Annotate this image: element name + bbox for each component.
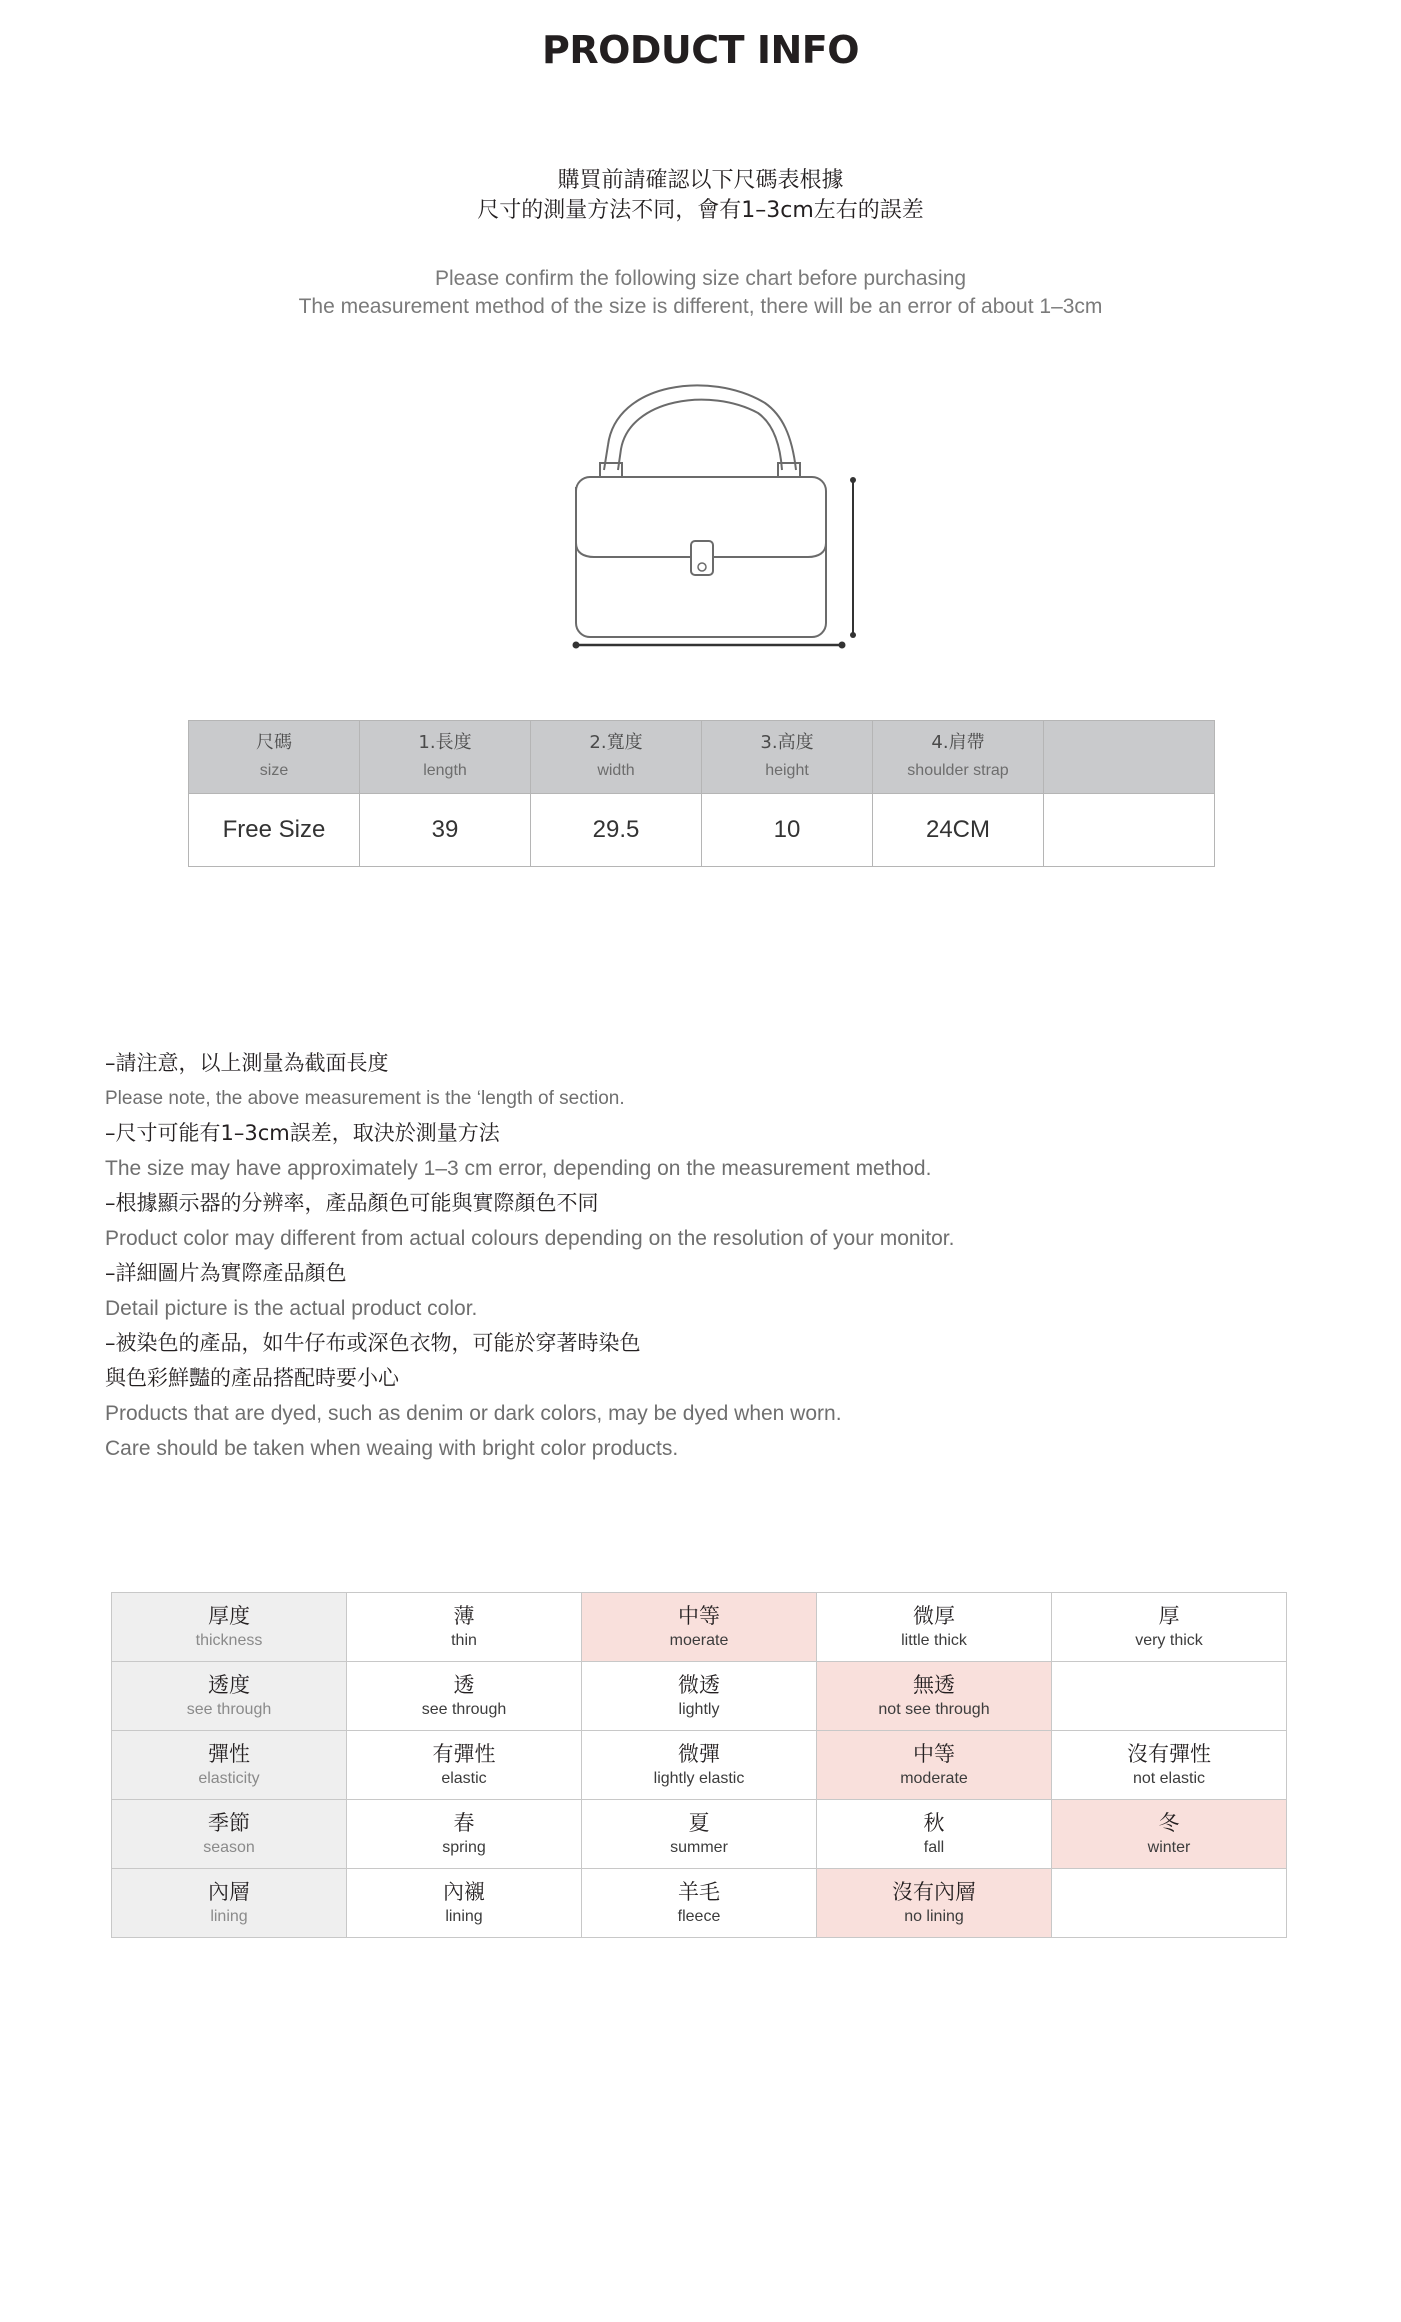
attribute-label-en: thickness xyxy=(195,1632,263,1649)
intro-en-line-1: Please confirm the following size chart before purchasing xyxy=(434,267,967,290)
size-header-cell: 尺碼 size xyxy=(189,721,360,794)
handbag-diagram-icon xyxy=(560,375,860,655)
option-zh: 厚 xyxy=(1158,1604,1180,1628)
attribute-label-en: elasticity xyxy=(198,1770,260,1787)
attribute-label-cell xyxy=(112,1800,347,1869)
option-en: moderate xyxy=(900,1770,968,1787)
attribute-option-selected xyxy=(817,1662,1052,1731)
height-header-cell: 3.高度 height xyxy=(702,721,873,794)
attribute-option xyxy=(347,1800,582,1869)
size-chart-header-row xyxy=(189,721,1215,794)
option-en: moerate xyxy=(669,1632,729,1649)
size-chart-table xyxy=(188,720,1215,867)
note-line: –尺寸可能有1–3cm誤差，取決於測量方法 xyxy=(105,1121,500,1145)
note-line: –根據顯示器的分辨率，產品顏色可能與實際顏色不同 xyxy=(105,1191,599,1215)
attribute-label-cell xyxy=(112,1593,347,1662)
attribute-option xyxy=(582,1869,817,1938)
note-line: Products that are dyed, such as denim or dark colors, may be dyed when worn. xyxy=(105,1402,842,1425)
note-line: 與色彩鮮豔的產品搭配時要小心 xyxy=(105,1366,399,1390)
option-en: not elastic xyxy=(1132,1770,1206,1787)
option-en: see through xyxy=(421,1701,507,1718)
attribute-label-cell xyxy=(112,1662,347,1731)
attribute-option xyxy=(1052,1662,1287,1731)
option-zh: 羊毛 xyxy=(678,1880,720,1904)
note-line: Please note, the above measurement is the ‘length of section. xyxy=(105,1088,625,1109)
attribute-row xyxy=(112,1800,1287,1869)
attribute-option xyxy=(582,1731,817,1800)
option-zh: 有彈性 xyxy=(432,1742,496,1766)
attribute-label-en: see through xyxy=(186,1701,272,1718)
attribute-option xyxy=(817,1593,1052,1662)
empty-value-cell xyxy=(1044,794,1215,867)
attribute-row xyxy=(112,1662,1287,1731)
option-zh: 春 xyxy=(453,1811,475,1835)
option-en: lightly elastic xyxy=(653,1770,745,1787)
attribute-row xyxy=(112,1731,1287,1800)
option-en: lightly xyxy=(678,1701,720,1718)
attribute-label-en: season xyxy=(203,1839,255,1856)
attribute-row xyxy=(112,1869,1287,1938)
length-value-cell: 39 xyxy=(360,794,531,867)
care-notes xyxy=(105,1046,1305,1466)
attribute-label-cell xyxy=(112,1869,347,1938)
size-chart-row xyxy=(189,794,1215,867)
attribute-label-zh: 季節 xyxy=(208,1811,250,1835)
intro-zh-line-1: 購買前請確認以下尺碼表根據 xyxy=(557,168,844,193)
option-zh: 微透 xyxy=(678,1673,720,1697)
shoulder-strap-value-cell: 24CM xyxy=(873,794,1044,867)
attribute-label-zh: 內層 xyxy=(208,1880,250,1904)
attribute-option xyxy=(347,1662,582,1731)
attribute-option xyxy=(1052,1593,1287,1662)
option-zh: 內襯 xyxy=(443,1880,485,1904)
width-value-cell: 29.5 xyxy=(531,794,702,867)
option-zh: 中等 xyxy=(913,1742,955,1766)
size-value-cell: Free Size xyxy=(189,794,360,867)
note-line: –請注意，以上測量為截面長度 xyxy=(105,1051,389,1075)
length-header-cell: 1.長度 length xyxy=(360,721,531,794)
option-en: fall xyxy=(923,1839,945,1856)
intro-zh-line-2: 尺寸的測量方法不同，會有1–3cm左右的誤差 xyxy=(477,198,924,223)
option-en: elastic xyxy=(441,1770,487,1787)
shoulder-strap-header-cell: 4.肩帶 shoulder strap xyxy=(873,721,1044,794)
attribute-option xyxy=(582,1662,817,1731)
note-line: The size may have approximately 1–3 cm error, depending on the measurement method. xyxy=(105,1157,932,1180)
attribute-option xyxy=(347,1869,582,1938)
height-value-cell: 10 xyxy=(702,794,873,867)
option-en: not see through xyxy=(878,1701,990,1718)
attribute-option xyxy=(347,1593,582,1662)
intro-en-line-2: The measurement method of the size is different, there will be an error of about 1–3cm xyxy=(298,295,1103,318)
attribute-option xyxy=(347,1731,582,1800)
attribute-option-selected xyxy=(582,1593,817,1662)
note-line: Care should be taken when weaing with bright color products. xyxy=(105,1437,679,1460)
attribute-label-zh: 彈性 xyxy=(208,1742,250,1766)
option-en: thin xyxy=(451,1632,477,1649)
attribute-option xyxy=(1052,1869,1287,1938)
note-line: Detail picture is the actual product color. xyxy=(105,1297,478,1320)
attribute-label-zh: 厚度 xyxy=(208,1604,250,1628)
attribute-option xyxy=(582,1800,817,1869)
attribute-label-en: lining xyxy=(210,1908,248,1925)
option-zh: 秋 xyxy=(923,1811,945,1835)
option-en: no lining xyxy=(904,1908,964,1925)
note-line: –詳細圖片為實際產品顏色 xyxy=(105,1261,347,1285)
option-en: summer xyxy=(670,1839,728,1856)
attribute-option xyxy=(1052,1731,1287,1800)
attribute-row xyxy=(112,1593,1287,1662)
product-attributes-table xyxy=(111,1592,1287,1938)
note-line: –被染色的產品，如牛仔布或深色衣物，可能於穿著時染色 xyxy=(105,1331,641,1355)
option-zh: 無透 xyxy=(913,1673,955,1697)
attribute-option-selected xyxy=(1052,1800,1287,1869)
attribute-option xyxy=(817,1800,1052,1869)
option-zh: 沒有彈性 xyxy=(1127,1742,1211,1766)
option-en: little thick xyxy=(901,1632,967,1649)
option-zh: 透 xyxy=(453,1673,475,1697)
option-zh: 微厚 xyxy=(913,1604,955,1628)
option-zh: 沒有內層 xyxy=(892,1880,976,1904)
empty-header-cell xyxy=(1044,721,1215,794)
attribute-label-cell xyxy=(112,1731,347,1800)
note-line: Product color may different from actual colours depending on the resolution of your monitor. xyxy=(105,1227,955,1250)
option-en: very thick xyxy=(1135,1632,1203,1649)
option-zh: 薄 xyxy=(453,1604,475,1628)
width-header-cell: 2.寬度 width xyxy=(531,721,702,794)
option-zh: 冬 xyxy=(1158,1811,1180,1835)
attribute-label-zh: 透度 xyxy=(208,1673,250,1697)
option-en: lining xyxy=(445,1908,483,1925)
attribute-option-selected xyxy=(817,1731,1052,1800)
option-en: fleece xyxy=(677,1908,721,1925)
option-en: winter xyxy=(1147,1839,1191,1856)
option-zh: 中等 xyxy=(678,1604,720,1628)
option-zh: 微彈 xyxy=(678,1742,720,1766)
page-title: PRODUCT INFO xyxy=(541,28,860,72)
option-en: spring xyxy=(442,1839,486,1856)
attribute-option-selected xyxy=(817,1869,1052,1938)
option-zh: 夏 xyxy=(688,1811,710,1835)
